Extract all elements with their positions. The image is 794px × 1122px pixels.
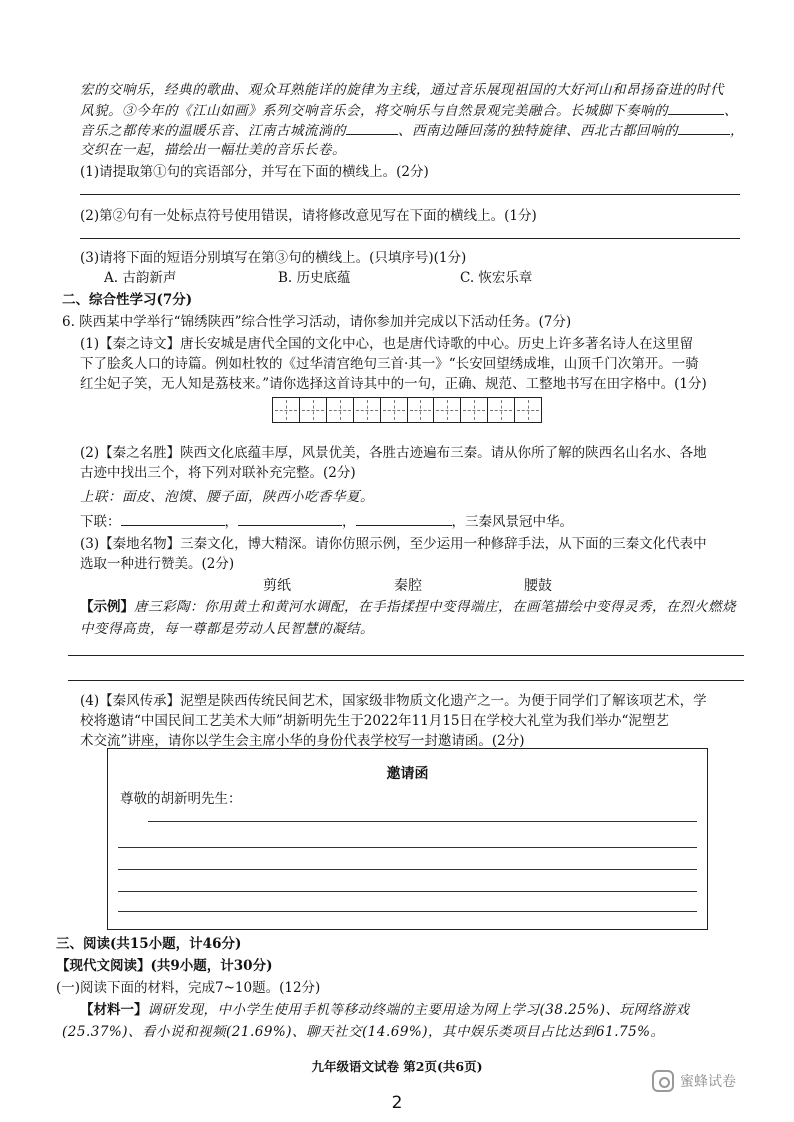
culture-item-papercut: 剪纸 [263, 578, 291, 594]
grid-cell[interactable] [488, 398, 515, 422]
example-line1: 【示例】唐三彩陶：你用黄土和黄河水调配，在手指揉捏中变得端庄，在画笔描绘中变得灵秀，在烈火燃烧 [80, 599, 736, 615]
q5-sub1: (1)请提取第①句的宾语部分，并写在下面的横线上。(2分) [80, 164, 429, 180]
answer-line-p3-2[interactable] [68, 680, 744, 681]
answer-line-sub2[interactable] [80, 238, 740, 239]
letter-title: 邀请函 [386, 766, 429, 782]
culture-item-qinqiang: 秦腔 [394, 578, 422, 594]
section3-title: 三、阅读(共15小题，计46分) [56, 936, 242, 952]
q6-p3-line1: (3)【秦地名物】三秦文化，博大精深。请你仿照示例，至少运用一种修辞手法，从下面的三秦文化代表中 [80, 536, 707, 552]
answer-line-sub1[interactable] [80, 194, 740, 195]
grid-cell[interactable] [461, 398, 488, 422]
grid-cell[interactable] [434, 398, 461, 422]
grid-cell[interactable] [381, 398, 408, 422]
couplet-blank-3[interactable] [356, 511, 452, 526]
q6-p3-line2: 选取一种进行赞美。(2分) [80, 556, 235, 572]
letter-salutation: 尊敬的胡新明先生： [120, 791, 242, 807]
letter-line[interactable] [118, 911, 697, 912]
q6-p1-line2: 下了脍炙人口的诗篇。例如杜牧的《过华清宫绝句三首·其一》“长安回望绣成堆，山顶千门次第开。一骑 [80, 356, 699, 372]
q5-line-2: 风貌。③今年的《江山如画》系列交响音乐会，将交响乐与自然景观完美融合。长城脚下奏响的 、 [80, 100, 740, 121]
grid-cell[interactable] [354, 398, 381, 422]
reading-part1-heading: (一)阅读下面的材料，完成7~10题。(12分) [56, 980, 321, 996]
q6-p4-line2: 校将邀请“中国民间工艺美术大师”胡新明先生于2022年11月15日在学校大礼堂为我们举办“泥塑艺 [80, 713, 669, 729]
q6-p4-line3: 术交流”讲座，请你以学生会主席小华的身份代表学校写一封邀请函。(2分) [80, 733, 525, 749]
q5-sub2: (2)第②句有一处标点符号使用错误，请将修改意见写在下面的横线上。(1分) [80, 208, 537, 224]
grid-cell[interactable] [408, 398, 435, 422]
q5-line-3: 音乐之都传来的温暖乐音、江南古城流淌的 、西南边陲回荡的独特旋律、西北古都回响的 ， [80, 120, 740, 141]
q6-p1-line3: 红尘妃子笑，无人知是荔枝来。”请你选择这首诗其中的一句，正确、规范、工整地书写在田字格中。(1分) [80, 376, 707, 392]
watermark-text: 蜜蜂试卷 [680, 1074, 736, 1090]
option-b: B. 历史底蕴 [278, 270, 351, 286]
q6-p2-line2: 古迹中找出三个，将下列对联补充完整。(2分) [80, 465, 356, 481]
couplet-blank-1[interactable] [121, 511, 225, 526]
bee-logo-icon [652, 1070, 674, 1092]
material1-line1: 【材料一】调研发现，中小学生使用手机等移动终端的主要用途为网上学习(38.25%)、玩网络游戏 [80, 1002, 690, 1018]
page-footer: 九年级语文试卷 第2页(共6页) [311, 1059, 483, 1074]
letter-line[interactable] [118, 847, 697, 848]
grid-cell[interactable] [300, 398, 327, 422]
culture-item-waist-drum: 腰鼓 [524, 578, 552, 594]
couplet-lower: 下联： ， ， ，三秦风景冠中华。 [80, 511, 740, 532]
material1-line2: (25.37%)、看小说和视频(21.69%)、聊天社交(14.69%)，其中娱乐类项目占比达到61.75%。 [62, 1024, 665, 1040]
letter-line[interactable] [148, 821, 697, 822]
q6-stem: 6. 陕西某中学举行“锦绣陕西”综合性学习活动，请你参加并完成以下活动任务。(7分) [62, 314, 572, 330]
q6-p1-line1: (1)【秦之诗文】唐长安城是唐代全国的文化中心，也是唐代诗歌的中心。历史上许多著名诗人在这里留 [80, 336, 694, 352]
option-a: A. 古韵新声 [104, 270, 177, 286]
watermark [652, 1070, 736, 1092]
section2-title: 二、综合性学习(7分) [62, 292, 193, 308]
grid-cell[interactable] [273, 398, 300, 422]
q5-line-1: 宏的交响乐，经典的歌曲、观众耳熟能详的旋律为主线，通过音乐展现祖国的大好河山和昂扬奋进的时代 [80, 82, 724, 98]
couplet-blank-2[interactable] [238, 511, 342, 526]
q6-p2-line1: (2)【秦之名胜】陕西文化底蕴丰厚，风景优美，各胜古迹遍布三秦。请从你所了解的陕西名山名水、各地 [80, 445, 707, 461]
q5-sub3: (3)请将下面的短语分别填写在第③句的横线上。(只填序号)(1分) [80, 250, 467, 266]
grid-cell[interactable] [327, 398, 354, 422]
invitation-letter-box[interactable] [107, 748, 708, 930]
tianzige-grid[interactable] [272, 397, 542, 423]
letter-line[interactable] [118, 891, 697, 892]
option-c: C. 恢宏乐章 [460, 270, 533, 286]
example-line2: 中变得高贵，每一尊都是劳动人民智慧的凝结。 [80, 621, 374, 637]
letter-line[interactable] [118, 869, 697, 870]
modern-reading-heading: 【现代文阅读】(共9小题，计30分) [56, 958, 273, 974]
answer-line-p3-1[interactable] [68, 655, 744, 656]
page-number: 2 [391, 1093, 403, 1113]
grid-cell[interactable] [515, 398, 541, 422]
couplet-upper: 上联：面皮、泡馍、腰子面，陕西小吃香华夏。 [80, 489, 374, 505]
q6-p4-line1: (4)【秦风传承】泥塑是陕西传统民间艺术，国家级非物质文化遗产之一。为便于同学们了解该项艺术，学 [80, 693, 707, 709]
q5-line-4: 交织在一起，描绘出一幅壮美的音乐长卷。 [80, 142, 346, 158]
